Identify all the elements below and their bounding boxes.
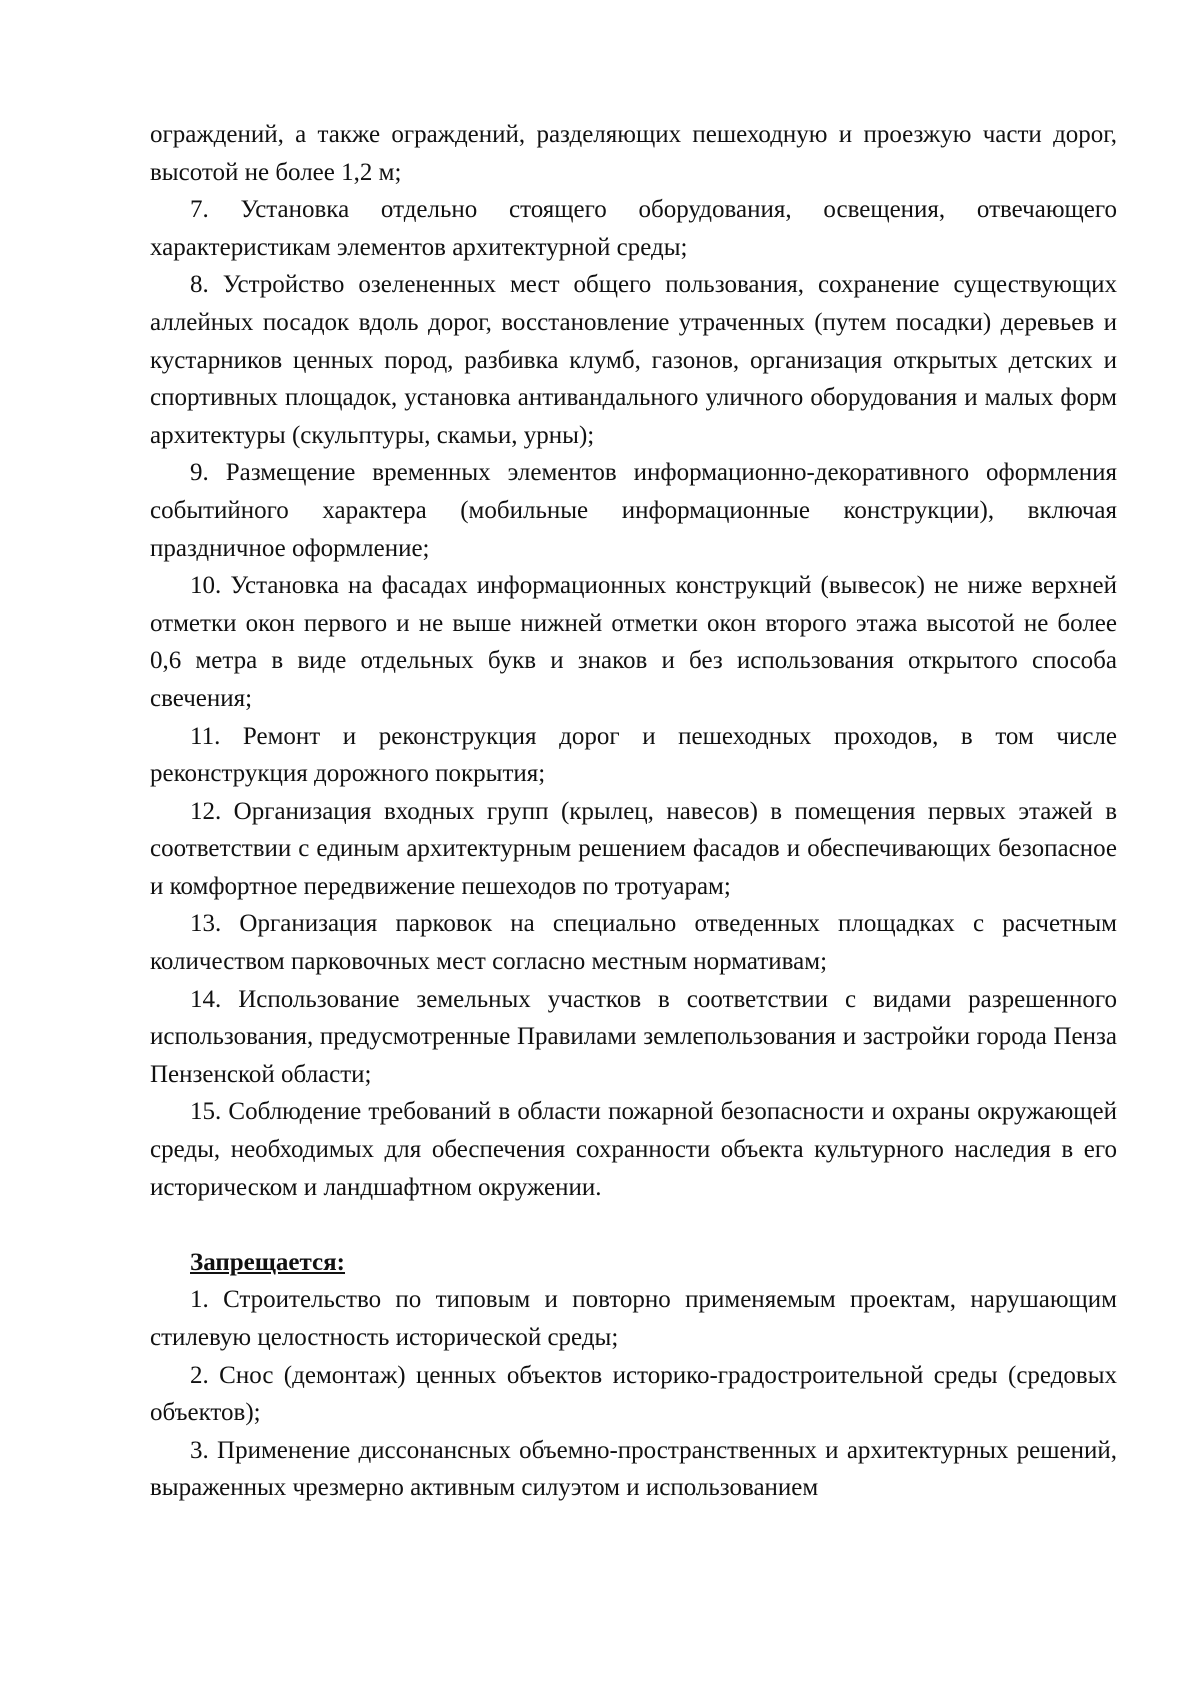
allowed-item-10: 10. Установка на фасадах информационных конструкций (вывесок) не ниже верхней отметки окон первого и не выше нижней отметки окон второго этажа высотой не более 0,6 метра в виде отдельных букв и знаков и без использования открытого способа свечения;: [150, 572, 1117, 712]
prohibited-heading: Запрещается:: [190, 1248, 346, 1276]
allowed-item-9: 9. Размещение временных элементов информационно-декоративного оформления событийного характера (мобильные информационные конструкции), включая праздничное оформление;: [150, 459, 1117, 562]
allowed-item-13: 13. Организация парковок на специально отведенных площадках с расчетным количеством парковочных мест согласно местным нормативам;: [150, 910, 1117, 976]
prohibited-item-1: 1. Строительство по типовым и повторно применяемым проектам, нарушающим стилевую целостность исторической среды;: [150, 1286, 1117, 1351]
allowed-item-14: 14. Использование земельных участков в соответствии с видами разрешенного использования, предусмотренные Правилами землепользования и застройки города Пенза Пензенской области;: [150, 985, 1117, 1088]
prohibited-item-2: 2. Снос (демонтаж) ценных объектов историко-градостроительной среды (средовых объектов);: [150, 1361, 1117, 1427]
allowed-item-12: 12. Организация входных групп (крылец, навесов) в помещения первых этажей в соответствии с единым архитектурным решением фасадов и обеспечивающих безопасное и комфортное передвижение пешеходов по тротуарам;: [150, 797, 1117, 900]
prohibited-item-3: 3. Применение диссонансных объемно-пространственных и архитектурных решений, выраженных чрезмерно активным силуэтом и использованием: [150, 1436, 1117, 1502]
allowed-item-8: 8. Устройство озелененных мест общего пользования, сохранение существующих аллейных посадок вдоль дорог, восстановление утраченных (путем посадки) деревьев и кустарников ценных пород, разбивка клумб, газонов, организация открытых детских и спортивных площадок, установка антивандального уличного оборудования и малых форм архитектуры (скульптуры, скамьи, урны);: [150, 271, 1117, 449]
allowed-item-11: 11. Ремонт и реконструкция дорог и пешеходных проходов, в том числе реконструкция дорожного покрытия;: [150, 722, 1117, 788]
allowed-continuation: ограждений, а также ограждений, разделяющих пешеходную и проезжую части дорог, высотой не более 1,2 м;: [150, 121, 1117, 186]
document-page: [150, 116, 1117, 1507]
allowed-item-15: 15. Соблюдение требований в области пожарной безопасности и охраны окружающей среды, необходимых для обеспечения сохранности объекта культурного наследия в его историческом и ландшафтном окружении.: [150, 1098, 1117, 1201]
allowed-item-7: 7. Установка отдельно стоящего оборудования, освещения, отвечающего характеристикам элементов архитектурной среды;: [150, 196, 1117, 261]
section-gap: [150, 1206, 1117, 1244]
